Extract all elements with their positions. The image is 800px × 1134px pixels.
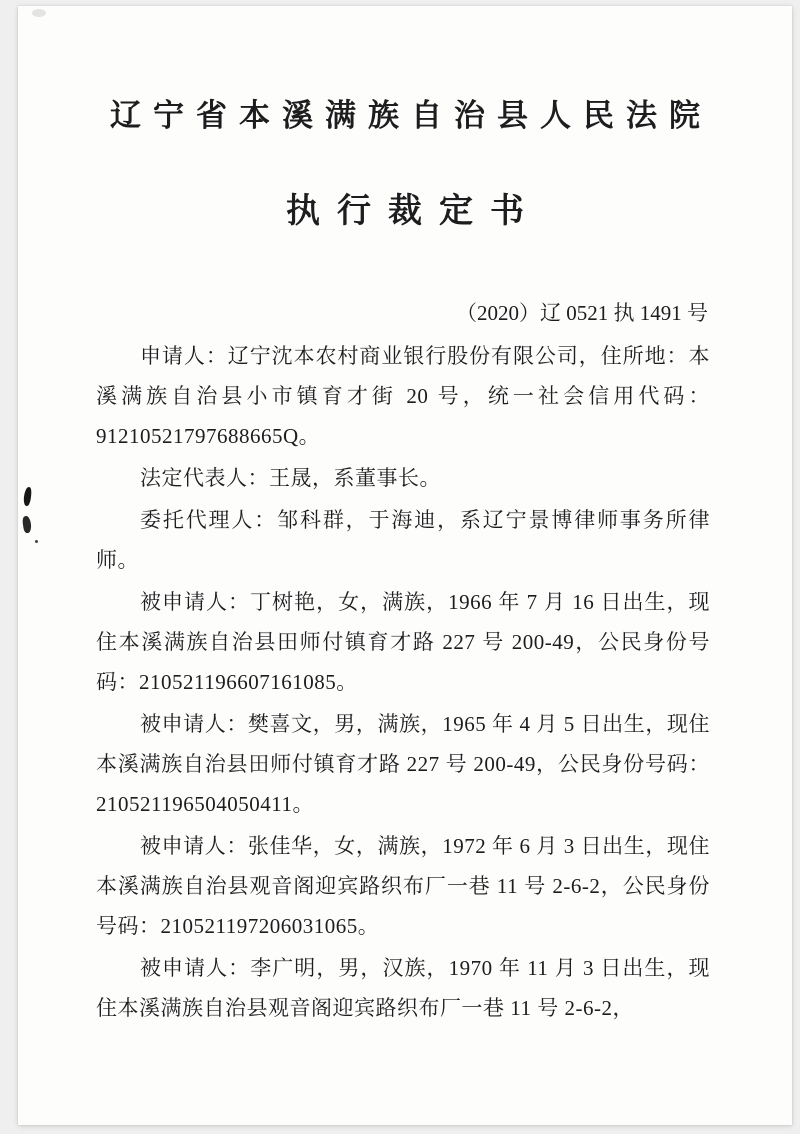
paragraph-respondent-1: 被申请人：丁树艳，女，满族，1966 年 7 月 16 日出生，现住本溪满族自治县田师付镇育才路 227 号 200-49，公民身份号码：210521196607161085。	[96, 590, 710, 694]
paragraph-agents: 委托代理人：邹科群，于海迪，系辽宁景博律师事务所律师。	[96, 508, 710, 572]
paragraph-respondent-3: 被申请人：张佳华，女，满族，1972 年 6 月 3 日出生，现住本溪满族自治县观音阁迎宾路织布厂一巷 11 号 2-6-2，公民身份号码：210521197206031065。	[96, 834, 710, 938]
ink-smudge-1	[23, 487, 32, 507]
document-page	[18, 6, 792, 1125]
paragraph-legal-representative: 法定代表人：王晟，系董事长。	[140, 466, 441, 490]
ink-dot	[35, 540, 38, 543]
case-number: （2020）辽 0521 执 1491 号	[456, 301, 708, 325]
document-body	[96, 336, 710, 1030]
paragraph-respondent-4: 被申请人：李广明，男，汉族，1970 年 11 月 3 日出生，现住本溪满族自治县观音阁迎宾路织布厂一巷 11 号 2-6-2，	[96, 956, 710, 1020]
court-name-heading: 辽宁省本溪满族自治县人民法院	[110, 98, 712, 133]
document-title: 执行裁定书	[286, 193, 541, 230]
ink-smudge-2	[22, 516, 32, 534]
paragraph-applicant: 申请人：辽宁沈本农村商业银行股份有限公司，住所地：本溪满族自治县小市镇育才街 20 号，统一社会信用代码：91210521797688665Q。	[96, 344, 710, 448]
faint-top-smudge	[32, 9, 46, 17]
paragraph-respondent-2: 被申请人：樊喜文，男，满族，1965 年 4 月 5 日出生，现住本溪满族自治县田师付镇育才路 227 号 200-49，公民身份号码：210521196504050411。	[96, 712, 710, 816]
